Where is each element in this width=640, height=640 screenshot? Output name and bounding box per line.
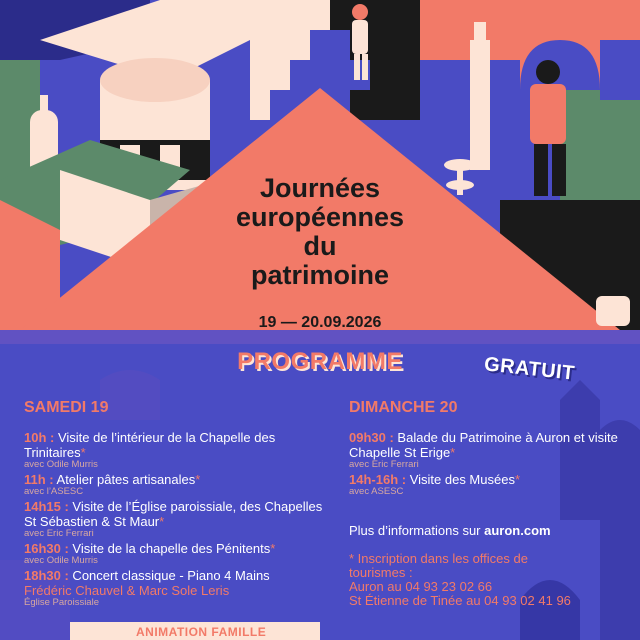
event-time: 11h : xyxy=(24,472,54,487)
event-time: 18h30 : xyxy=(24,568,69,583)
event-host: avec Odile Murris xyxy=(24,555,98,566)
inscription-line: St Étienne de Tinée au 04 93 02 41 96 xyxy=(349,593,571,608)
free-badge: GRATUIT xyxy=(483,353,576,385)
inscription-info xyxy=(349,552,571,608)
saturday-events xyxy=(24,430,324,610)
more-info xyxy=(349,523,551,538)
more-info-text: Plus d’informations sur xyxy=(349,523,485,538)
event-item xyxy=(24,499,324,539)
asterisk: * xyxy=(450,445,456,460)
event-performers: Frédéric Chauvel & Marc Sole Leris xyxy=(24,583,230,598)
event-host: avec Eric Ferrari xyxy=(24,528,94,539)
programme-heading: PROGRAMME xyxy=(237,348,403,375)
event-host: avec Odile Murris xyxy=(24,459,98,470)
event-text: Balade du Patrimoine à Auron et visite Chapelle St Erige xyxy=(349,430,618,460)
event-item xyxy=(349,430,629,470)
event-time: 14h15 : xyxy=(24,499,69,514)
event-item xyxy=(24,430,324,470)
inscription-line: tourismes : xyxy=(349,565,413,580)
title-line: patrimoine xyxy=(250,260,390,290)
event-item xyxy=(24,472,324,497)
asterisk: * xyxy=(514,472,521,487)
family-banner-label: ANIMATION FAMILLE xyxy=(136,625,267,639)
sunday-heading: DIMANCHE 20 xyxy=(349,399,458,416)
event-text: Visite de l’Église paroissiale, des Chapelles St Sébastien & St Maur xyxy=(24,499,323,529)
event-host: Église Paroissiale xyxy=(24,597,99,608)
event-host: avec ASESC xyxy=(349,486,404,497)
sunday-events xyxy=(349,430,629,499)
event-time: 09h30 : xyxy=(349,430,394,445)
event-host: avec Eric Ferrari xyxy=(349,459,419,470)
website-link[interactable]: auron.com xyxy=(484,523,551,538)
asterisk: * xyxy=(80,445,86,460)
saturday-heading: SAMEDI 19 xyxy=(24,399,109,416)
event-item xyxy=(24,541,324,566)
event-item xyxy=(349,472,629,497)
event-item xyxy=(24,568,324,608)
asterisk: * xyxy=(159,514,165,529)
event-dates: 19 — 20.09.2026 xyxy=(258,314,382,331)
event-text: Visite de l’intérieur de la Chapelle des Trinitaires xyxy=(24,430,276,460)
inscription-line: Auron au 04 93 23 02 66 xyxy=(349,579,493,594)
event-text: Visite de la chapelle des Pénitents xyxy=(68,541,271,556)
event-text: Concert classique - Piano 4 Mains xyxy=(68,568,270,583)
event-host: avec l’ASESC xyxy=(24,486,84,497)
event-text: Atelier pâtes artisanales xyxy=(53,472,196,487)
title-line: du xyxy=(303,231,337,261)
title-line: Journées xyxy=(259,173,381,203)
asterisk: * xyxy=(195,472,201,487)
event-time: 10h : xyxy=(24,430,55,445)
inscription-line: * Inscription dans les offices de xyxy=(349,551,528,566)
event-time: 16h30 : xyxy=(24,541,69,556)
event-time: 14h-16h : xyxy=(349,472,407,487)
title-line: européennes xyxy=(235,202,405,232)
asterisk: * xyxy=(270,541,276,556)
event-text: Visite des Musées xyxy=(406,472,515,487)
family-banner xyxy=(70,622,320,640)
poster-title xyxy=(200,174,440,290)
